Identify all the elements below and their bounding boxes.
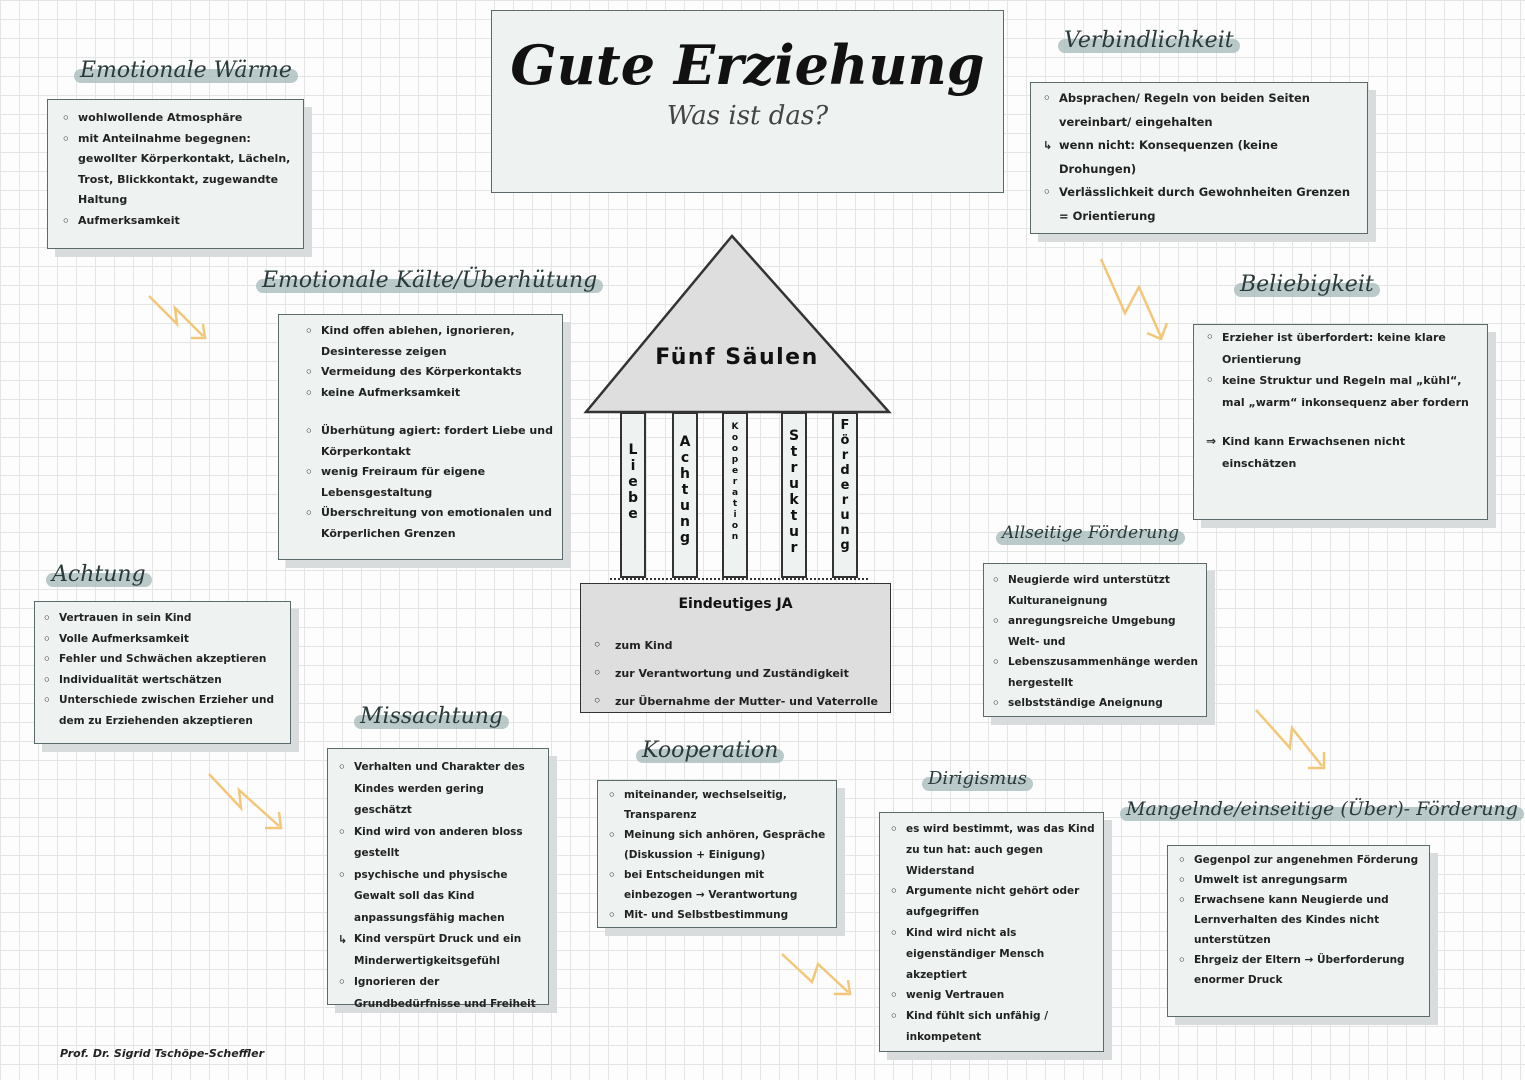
- heading-mangelnde-foerderung: Mangelnde/einseitige (Über)- Förderung: [1126, 798, 1518, 820]
- list-item: ◦ Überschreitung von emotionalen und Körperlichen Grenzen: [303, 503, 554, 544]
- pillar-label: Struktur: [786, 428, 802, 556]
- list-item: ◦ keine Struktur und Regeln mal „kühl“, mal „warm“ inkonsequenz aber fordern: [1204, 370, 1479, 413]
- list-item: ◦ mit Anteilnahme begegnen: gewollter Körperkontakt, Lächeln, Trost, Blickkontakt, zugewandte Haltung: [60, 129, 295, 211]
- box-mangelnde-foerderung: [1167, 845, 1430, 1017]
- list-item: ◦ Ignorieren der Grundbedürfnisse und Freiheit: [336, 972, 542, 1015]
- list-item: ◦ psychische und physische Gewalt soll das Kind anpassungsfähig machen: [336, 865, 542, 930]
- list-item: ◦ Vertrauen in sein Kind: [41, 608, 284, 629]
- title-box: [491, 10, 1004, 193]
- box-emotionale-waerme: [47, 99, 304, 249]
- heading-verbindlichkeit: Verbindlichkeit: [1064, 28, 1234, 53]
- author-credit: Prof. Dr. Sigrid Tschöpe-Scheffler: [60, 1047, 265, 1060]
- list-item: ◦ zum Kind: [593, 632, 878, 660]
- list-item: ◦ miteinander, wechselseitig, Transparenz: [606, 785, 830, 825]
- list-item: ◦ Meinung sich anhören, Gespräche (Diskussion + Einigung): [606, 825, 830, 865]
- box-beliebigkeit: [1193, 324, 1488, 520]
- list-item: ◦ Umwelt ist anregungsarm: [1176, 870, 1423, 890]
- house-base-list: [593, 632, 878, 716]
- list-item: ◦ wenig Vertrauen: [888, 985, 1097, 1006]
- list-item: ◦ Absprachen/ Regeln von beiden Seiten vereinbart/ eingehalten: [1041, 87, 1359, 134]
- list-item: ◦ Kind fühlt sich unfähig / inkompetent: [888, 1006, 1097, 1048]
- list-item: ◦ Verhalten und Charakter des Kindes werden gering geschätzt: [336, 757, 542, 822]
- list-item: ↳ Kind verspürt Druck und ein Minderwertigkeitsgefühl: [336, 929, 542, 972]
- list-item: ◦ Verlässlichkeit durch Gewohnheiten Grenzen = Orientierung: [1041, 181, 1359, 228]
- heading-emotionale-waerme: Emotionale Wärme: [80, 58, 292, 83]
- list-item: ⇒ Kind kann Erwachsenen nicht einschätzen: [1204, 431, 1479, 474]
- list-item: ◦ Individualität wertschätzen: [41, 670, 284, 691]
- heading-allseitige-foerderung: Allseitige Förderung: [1002, 523, 1180, 543]
- list-item: ◦ wohlwollende Atmosphäre: [60, 108, 295, 129]
- list-item: ◦ Ehrgeiz der Eltern → Überforderung enormer Druck: [1176, 950, 1423, 990]
- house-base: [580, 583, 891, 713]
- box-kooperation: [597, 780, 837, 928]
- heading-missachtung: Missachtung: [360, 704, 504, 729]
- zigzag-arrow-icon: [1252, 706, 1337, 776]
- list-item: ◦ zur Übernahme der Mutter- und Vaterrolle: [593, 688, 878, 716]
- pillar-label: Kooperation: [730, 422, 740, 543]
- pillar-label: Liebe: [625, 442, 641, 522]
- box-missachtung: [327, 748, 549, 1010]
- list-item: ↳ wenn nicht: Konsequenzen (keine Drohungen): [1041, 134, 1359, 181]
- heading-emotionale-kaelte: Emotionale Kälte/Überhütung: [262, 268, 598, 293]
- list-item: ◦ wenig Freiraum für eigene Lebensgestaltung: [303, 462, 554, 503]
- house-base-title: Eindeutiges JA: [678, 596, 793, 612]
- zigzag-arrow-icon: [1095, 255, 1175, 350]
- pillar-foerderung: [832, 412, 858, 578]
- list-item: ◦ Erwachsene kann Neugierde und Lernverhalten des Kindes nicht unterstützen: [1176, 890, 1423, 950]
- list-item: ◦ Aufmerksamkeit: [60, 211, 295, 232]
- pillar-struktur: [781, 412, 807, 578]
- box-achtung: [34, 601, 291, 744]
- heading-dirigismus: Dirigismus: [928, 768, 1027, 789]
- box-allseitige-foerderung: [983, 563, 1207, 717]
- list-item: ◦ Neugierde wird unterstützt Kulturaneignung: [990, 570, 1200, 611]
- list-item: ◦ selbstständige Aneignung: [990, 693, 1200, 714]
- zigzag-arrow-icon: [145, 290, 215, 350]
- list-item: ◦ Argumente nicht gehört oder aufgegriffen: [888, 881, 1097, 923]
- page-title: Gute Erziehung: [510, 33, 985, 97]
- list-item: ◦ Überhütung agiert: fordert Liebe und Körperkontakt: [303, 421, 554, 462]
- list-item: ◦ keine Aufmerksamkeit: [303, 383, 554, 404]
- box-dirigismus: [879, 812, 1104, 1052]
- list-item: ◦ Erzieher ist überfordert: keine klare Orientierung: [1204, 327, 1479, 370]
- roof-label: Fünf Säulen: [655, 345, 819, 370]
- list-item: ◦ es wird bestimmt, was das Kind zu tun hat: auch gegen Widerstand: [888, 819, 1097, 881]
- list-item: ◦ bei Entscheidungen mit einbezogen → Verantwortung: [606, 865, 830, 905]
- heading-beliebigkeit: Beliebigkeit: [1240, 272, 1374, 297]
- house-roof: [583, 233, 895, 415]
- pillar-liebe: [620, 412, 646, 578]
- pillar-label: Förderung: [837, 418, 853, 553]
- list-item: ◦ Kind wird nicht als eigenständiger Mensch akzeptiert: [888, 923, 1097, 985]
- list-item: ◦ Kind offen ablehen, ignorieren, Desinteresse zeigen: [303, 321, 554, 362]
- box-emotionale-kaelte: [278, 314, 563, 560]
- list-item: ◦ anregungsreiche Umgebung Welt- und: [990, 611, 1200, 652]
- list-item: ◦ Volle Aufmerksamkeit: [41, 629, 284, 650]
- zigzag-arrow-icon: [205, 768, 290, 838]
- box-verbindlichkeit: [1030, 82, 1368, 234]
- pillar-label: Achtung: [677, 434, 693, 546]
- pillar-kooperation: [722, 412, 748, 578]
- zigzag-arrow-icon: [778, 950, 858, 1000]
- list-item: ◦ Kind wird von anderen bloss gestellt: [336, 822, 542, 865]
- pillar-achtung: [672, 412, 698, 578]
- list-item: ◦ Mit- und Selbstbestimmung: [606, 905, 830, 925]
- list-item: ◦ Unterschiede zwischen Erzieher und dem zu Erziehenden akzeptieren: [41, 690, 284, 731]
- page-subtitle: Was ist das?: [666, 101, 829, 131]
- list-item: ◦ Vermeidung des Körperkontakts: [303, 362, 554, 383]
- heading-kooperation: Kooperation: [642, 738, 779, 763]
- list-item: ◦ Fehler und Schwächen akzeptieren: [41, 649, 284, 670]
- heading-achtung: Achtung: [52, 562, 146, 587]
- list-item: ◦ Gegenpol zur angenehmen Förderung: [1176, 850, 1423, 870]
- list-item: ◦ zur Verantwortung und Zuständigkeit: [593, 660, 878, 688]
- list-item: ◦ Lebenszusammenhänge werden hergestellt: [990, 652, 1200, 693]
